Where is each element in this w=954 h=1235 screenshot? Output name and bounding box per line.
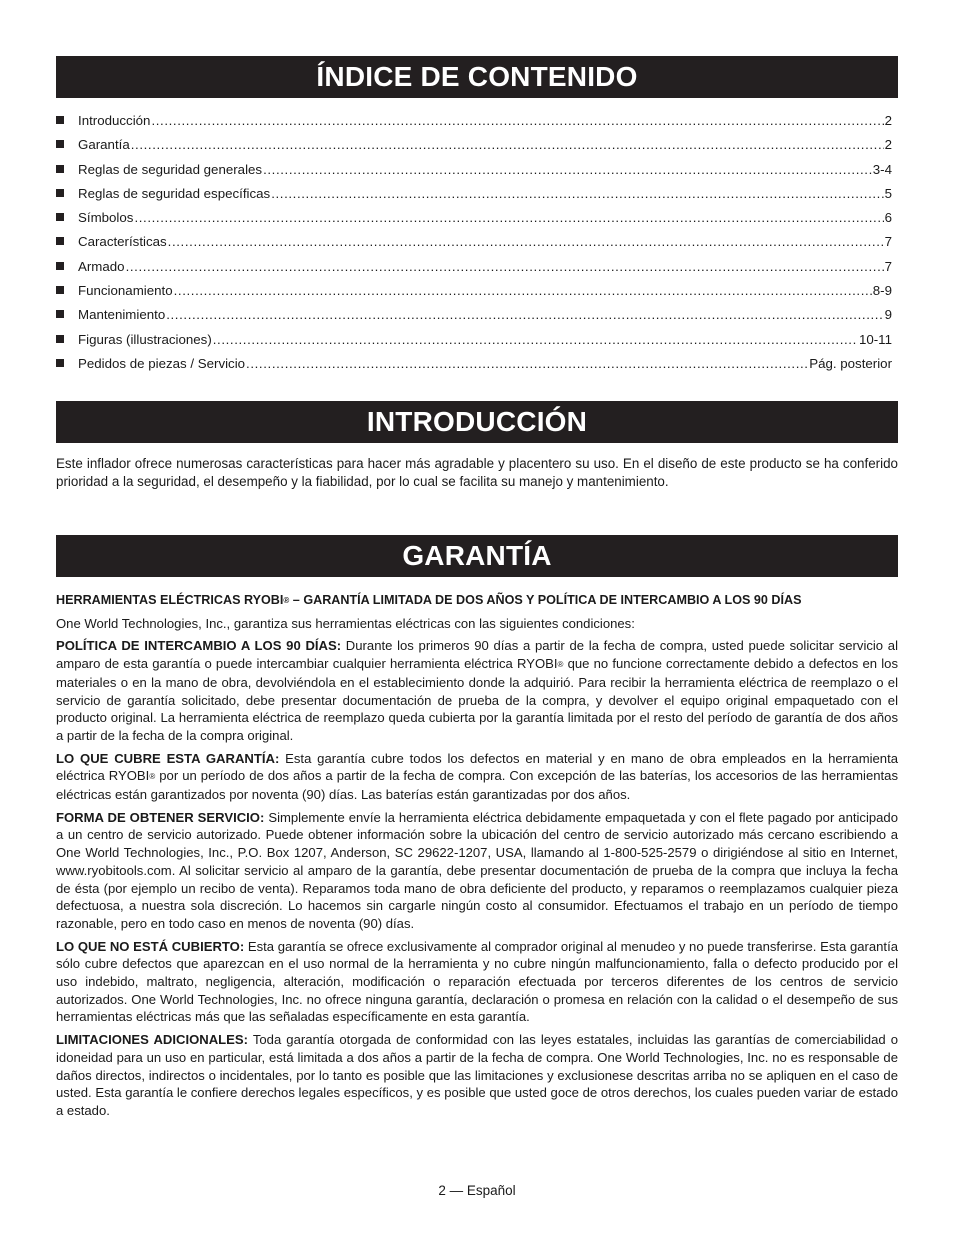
warranty-banner [56,535,898,577]
toc-item-page: 7 [884,234,892,250]
toc-item-label: Mantenimiento [78,307,166,323]
introduction-text: Este inflador ofrece numerosas características para hacer más agradable y placentero su uso. En el diseño de este producto se ha conferido prioridad a la seguridad, el desempeño y la fiabilidad, por lo cual se facilita su manejo y mantenimiento. [56,456,898,489]
square-bullet-icon [56,310,64,318]
not-covered-label: LO QUE NO ESTÁ CUBIERTO: [56,938,245,954]
square-bullet-icon [56,237,64,245]
toc-item-label: Características [78,234,167,250]
toc-item-label: Funcionamiento [78,283,173,299]
dot-leader [131,137,884,152]
toc-item[interactable] [56,162,892,186]
dot-leader [263,162,872,177]
dot-leader [246,356,808,371]
toc-item-page: 2 [884,113,892,128]
warranty-title: GARANTÍA [402,540,552,571]
toc-item[interactable] [56,307,892,331]
toc-banner [56,56,898,98]
coverage-label: LO QUE CUBRE ESTA GARANTÍA: [56,750,280,766]
square-bullet-icon [56,262,64,270]
limitations-text: Toda garantía otorgada de conformidad con las leyes estatales, incluidas las garantías de comerciabilidad o idoneidad para un uso en particular, está limitada a dos años a partir de la fecha de compra. One World Technologies, Inc. no es responsable de daños directos, indirectos o incidentales, por lo tanto es posible que las limitaciones y exclusionese descritas arriba no se apliquen en el caso de usted. Esta garantía le confiere derechos legales específicos, y es posible que usted goce de otros derechos, los cuales pueden variar de estado a estado. [56,1032,898,1118]
limitations-label: LIMITACIONES ADICIONALES: [56,1032,249,1048]
square-bullet-icon [56,140,64,148]
toc-item[interactable] [56,210,892,234]
warranty-heading [56,592,898,610]
square-bullet-icon [56,165,64,173]
toc-item-page: 10-11 [858,331,892,347]
toc-item[interactable] [56,137,892,161]
toc-item-page: 9 [884,307,892,323]
not-covered-text: Esta garantía se ofrece exclusivamente al comprador original al menudeo y no puede transferirse. Esta garantía sólo cubre defectos que aparezcan en el uso normal de la herramienta y no cubre ningún malfuncionamiento, falla o defecto producido por el uso indebido, maltrato, negligencia, alteración, modificación o reparación efectuada por terceros diferentes de los centros de servicio autorizados. One World Technologies, Inc. no ofrece ninguna garantía, declaración o promesa en relación con la calidad o el desempeño de sus herramientas eléctricas más que las señaladas específicamente en esta garantía. [56,938,898,1025]
toc-item[interactable] [56,113,892,137]
dot-leader [151,113,883,128]
introduction-banner [56,401,898,443]
toc-item-page: Pág. posterior [809,355,892,371]
registered-mark: ® [557,660,564,670]
dot-leader [213,332,858,347]
toc-item-page: 8-9 [872,283,892,299]
coverage-text-b: por un período de dos años a partir de la fecha de compra. Con excepción de las baterías, los accesorios de las herramientas eléctricas están garantizados por noventa (90) días. Las baterías están garantizadas por dos años. [56,768,898,803]
dot-leader [126,259,884,274]
toc-item-label: Pedidos de piezas / Servicio [78,355,246,371]
toc-item-label: Reglas de seguridad específicas [78,185,271,201]
exchange-policy-paragraph [56,637,898,744]
warranty-heading-brand: HERRAMIENTAS ELÉCTRICAS RYOBI [56,593,284,607]
toc-item[interactable] [56,259,892,283]
toc-list [56,113,892,380]
toc-item-page: 2 [884,137,892,153]
service-text: Simplemente envíe la herramienta eléctrica debidamente empaquetada y con el flete pagado por anticipado a un centro de servicio autorizado. Puede obtener información sobre la ubicación del centro de servicio autorizado más cercano escribiendo a One World Technologies, Inc., P.O. Box 1207, Anderson, SC 29622-1207, USA, llamando al 1-800-525-2579 o dirigiéndose al sitio en Internet, www.ryobitools.com. Al solicitar servicio al amparo de la garantía, debe presentar documentación de prueba de la compra que incluya la fecha de ésta (por ejemplo un recibo de venta). Reparamos toda mano de obra deficiente del producto, y reparamos o reemplazamos cualquier pieza defectuosa, a nuestra sola discreción. Lo hacemos sin cargarle ningún costo al consumidor. Efectuamos el trabajo en un período de tiempo razonable, pero en todo caso en menos de noventa (90) días. [56,809,898,931]
square-bullet-icon [56,335,64,343]
registered-mark: ® [283,596,290,605]
coverage-text-a: Esta garantía cubre todos los defectos en material y en mano de obra empleados en la herramienta eléctrica RYOBI [56,750,898,784]
toc-item-label: Reglas de seguridad generales [78,161,263,177]
toc-item-label: Figuras (illustraciones) [78,331,212,347]
toc-item[interactable] [56,234,892,258]
toc-item[interactable] [56,186,892,210]
toc-item[interactable] [56,332,892,356]
toc-item[interactable] [56,283,892,307]
toc-title: ÍNDICE DE CONTENIDO [316,61,638,92]
exchange-policy-label: POLÍTICA DE INTERCAMBIO A LOS 90 DÍAS: [56,638,342,654]
toc-item-label: Introducción [78,113,151,128]
dot-leader [168,234,884,249]
introduction-title: INTRODUCCIÓN [366,406,588,437]
dot-leader [166,307,883,322]
page-footer [0,1183,954,1198]
warranty-body [56,592,898,1125]
warranty-heading-rest: – GARANTÍA LIMITADA DE DOS AÑOS Y POLÍTICA DE INTERCAMBIO A LOS 90 DÍAS [289,593,802,607]
toc-item-page: 3-4 [872,161,892,177]
toc-item-page: 6 [884,210,892,226]
toc-item-page: 7 [884,258,892,274]
dot-leader [134,210,883,225]
toc-item[interactable] [56,356,892,380]
page-number: 2 — Español [438,1183,516,1198]
service-paragraph [56,809,898,933]
square-bullet-icon [56,286,64,294]
toc-item-page: 5 [884,185,892,201]
service-label: FORMA DE OBTENER SERVICIO: [56,809,265,825]
warranty-intro: One World Technologies, Inc., garantiza sus herramientas eléctricas con las siguientes condiciones: [56,615,635,631]
limitations-paragraph [56,1031,898,1120]
square-bullet-icon [56,116,64,124]
toc-item-label: Símbolos [78,210,134,226]
exchange-policy-text-b: que no funcione correctamente debido a defectos en los materiales o en la mano de obra, devolviéndola en el establecimiento donde la adquirió. Para recibir la herramienta eléctrica de reemplazo o el servicio de garantía solicitado, debe presentar documentación de prueba de la compra, y devolver el equipo original empaquetado con el producto original. La herramienta eléctrica de reemplazo queda cubierta por la garantía limitada por el resto del período de garantía de dos años a partir de la fecha de la compra original. [56,656,899,743]
not-covered-paragraph [56,938,898,1027]
dot-leader [174,283,872,298]
toc-item-label: Garantía [78,137,130,153]
dot-leader [271,186,883,201]
toc-item-label: Armado [78,258,125,274]
coverage-paragraph [56,750,898,804]
exchange-policy-text-a: Durante los primeros 90 días a partir de la fecha de compra, usted puede solicitar servicio al amparo de esta garantía o puede intercambiar cualquier herramienta eléctrica RYOBI [56,638,898,672]
square-bullet-icon [56,189,64,197]
square-bullet-icon [56,213,64,221]
registered-mark: ® [149,772,156,782]
square-bullet-icon [56,359,64,367]
